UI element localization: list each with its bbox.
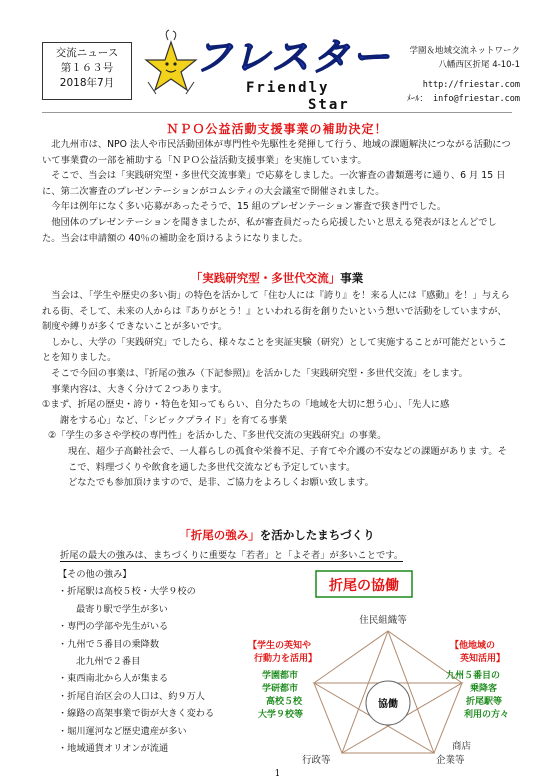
org-url: http://friestar.com [422, 80, 520, 90]
list-item: ・線路の高架事業で街が大きく変わる [58, 708, 215, 720]
org-address: 八幡西区折尾 4-10-1 [438, 60, 520, 70]
strengths-heading: 【その他の強み】 [58, 569, 132, 580]
section1-title: ＮＰＯ公益活動支援事業の補助決定！ [166, 122, 388, 136]
list-item: ・堀川運河など歴史遺産が多い [58, 725, 187, 737]
collaboration-diagram [238, 563, 528, 768]
issue-date: 2018年7月 [59, 77, 115, 89]
right-item: 利用の方々 [464, 710, 510, 720]
section3-title-rest: を活かしたまちづくり [259, 528, 375, 542]
list-item: ・折尾駅は高校５校・大学９校の [58, 586, 196, 598]
newsletter-type: 交流ニュース [55, 47, 119, 59]
left-item: 学園都市 [262, 671, 299, 681]
diagram-center-label: 協働 [378, 699, 398, 710]
section2-paragraph: そこで今回の事業は、『折尾の強み（下記参照)』を活かした「実践研究型・多世代交流」をします。 [51, 367, 468, 379]
section2-title [42, 270, 512, 286]
header-divider [42, 112, 512, 113]
list-item: ・九州で５番目の乗降数 [58, 638, 160, 650]
section1-paragraph: 北九州市は、NPO 法人や市民活動団体が専門性や先駆性を発揮して行う、地域の課題解決につながる活動について事業費の一部を補助する「ＮＰＯ公益活動支援事業」を実施しています。 [42, 139, 511, 166]
strengths-list [58, 566, 268, 757]
bottom-left-label: 行政等 [302, 755, 331, 766]
section2-paragraph: しかし、大学の「実践研究」でしたら、様々なことを実証実験（研究）として実施することが可能だということを知りました。 [42, 336, 507, 364]
section1-body [42, 137, 512, 246]
section2-paragraph: 事業内容は、大きく分けて２つあります。 [51, 383, 228, 395]
right-item: 乗降客 [470, 684, 498, 694]
logo-sub-friendly: Friendly [246, 80, 330, 96]
section2-item1-cont: 謝をする心」など、「シビックプライド」を育てる事業 [60, 414, 288, 426]
section1-paragraph: 他団体のプレゼンテーションを聞きましたが、私が審査員だったら応援したいと思える発表がほとんどでした。当会は申請額の 40％の補助金を頂けるようになりました。 [42, 216, 497, 244]
right-item: 九州５番目の [446, 671, 501, 681]
section2-body [42, 288, 512, 491]
logo-sub-star: Star [308, 97, 350, 113]
section3-intro-text: 折尾の最大の強みは、まちづくりに重要な「若者」と「よそ者」が多いことです。 [60, 550, 404, 561]
org-info [380, 44, 520, 106]
bottom-right-label: 商店 [452, 741, 472, 752]
right-heading: 英知活用】 [460, 654, 506, 664]
logo-title: フレスター [194, 35, 392, 79]
left-item: 大学９校等 [258, 710, 304, 720]
section2-closing: どなたでも参加頂けますので、是非、ご協力をよろしくお願い致します。 [68, 477, 374, 489]
section2-item1: ①まず、折尾の歴史・誇り・特色を知ってもらい、自分たちの「地域を大切に想う心」、「先人に感 [42, 399, 450, 411]
friendly-star-logo [146, 30, 392, 116]
issue-box [42, 42, 132, 100]
section2-title-highlight: 「実践研究型・多世代交流」 [190, 271, 341, 285]
section3-intro [60, 548, 403, 563]
list-item: 最寄り駅で学生が多い [76, 603, 168, 615]
left-heading: 【学生の英知や [248, 641, 312, 651]
section2-paragraph: 当会は、｢学生や歴史の多い街｣ の特色を活かして「住む人には『誇り』を！来る人には『感動』を！」与えられる街、そして、未来の人からは『ありがとう！』といわれる街を創りたいという想いで活動をしていますが、制度や縛りが多くできないことが多いです。 [42, 290, 510, 333]
org-mail: ﾒｰﾙ： info@friestar.com [406, 94, 520, 104]
section2-title-rest: 事業 [340, 271, 364, 285]
section3-title-highlight: 「折尾の強み」 [179, 528, 260, 542]
list-item: ・折尾自治区会の人口は、約９万人 [58, 690, 205, 702]
list-item: ・専門の学部や先生がいる [58, 621, 169, 633]
section1-paragraph: そこで、当会は「実践研究型・多世代交流事業」で応募をしました。一次審査の書類選考に通り、6 月 15 日に、第二次審査のプレゼンテーションがコムシティの大会議室で開催されました。 [42, 170, 506, 197]
left-heading: 行動力を活用】 [254, 654, 318, 664]
bottom-right-label: 企業等 [436, 755, 465, 766]
diagram-title: 折尾の協働 [329, 578, 399, 594]
left-item: 学研都市 [262, 684, 299, 694]
left-item: 高校５校 [266, 697, 303, 707]
right-heading: 【他地域の [450, 641, 496, 651]
list-item: 北九州で２番目 [76, 656, 141, 668]
section2-item2: ②「学生の多さや学校の専門性」を活かした、『多世代交流の実践研究』の事業。 [48, 430, 387, 442]
issue-number: 第１６３号 [60, 62, 114, 74]
star-mascot-icon [146, 30, 196, 94]
section1-paragraph: 今年は例年になく多い応募があったそうで、15 組のプレゼンテーション審査で狭き門でした。 [51, 201, 447, 213]
list-item: ・東西南北から人が集まる [58, 673, 169, 685]
diagram-top-label: 住民組織等 [359, 615, 407, 626]
list-item: ・地域通貨オリオンが流通 [58, 743, 169, 755]
page-number: 1 [274, 769, 281, 779]
section2-paragraph: 現在、超少子高齢社会で、一人暮らしの孤食や栄養不足、子育てや介護の不安などの課題がありま す。そこで、料理づくりや飲食を通した多世代交流なども予定しています。 [68, 445, 507, 473]
right-item: 折尾駅等 [466, 697, 503, 707]
org-name: 学園＆地域交流ネットワーク [409, 46, 520, 56]
section3-title [42, 527, 512, 543]
